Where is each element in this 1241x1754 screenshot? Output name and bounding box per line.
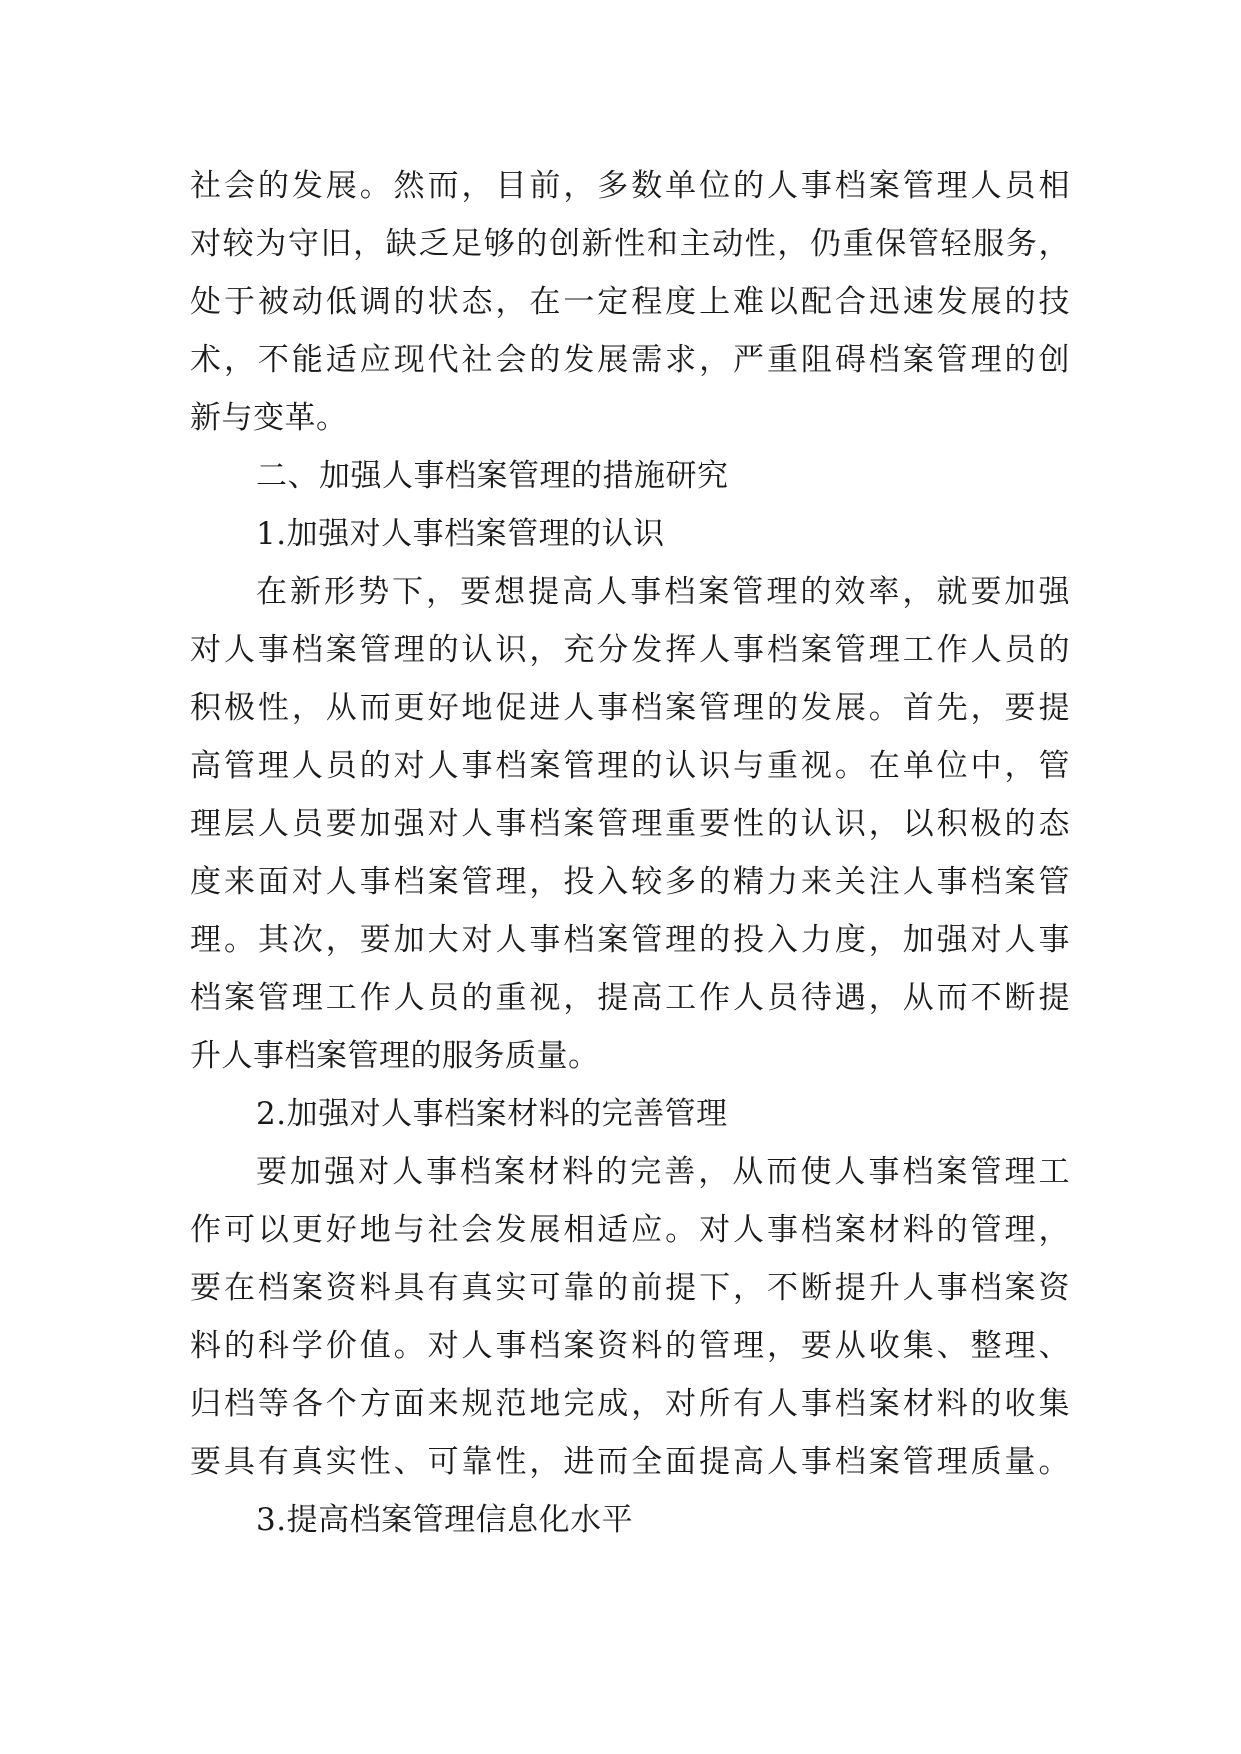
paragraph-line: 度来面对人事档案管理，投入较多的精力来关注人事档案管 bbox=[190, 864, 1070, 900]
paragraph-line: 高管理人员的对人事档案管理的认识与重视。在单位中，管 bbox=[190, 748, 1070, 784]
paragraph-line: 档案管理工作人员的重视，提高工作人员待遇，从而不断提 bbox=[190, 980, 1070, 1016]
subsection-heading: 2.加强对人事档案材料的完善管理 bbox=[256, 1096, 728, 1132]
paragraph-line: 术，不能适应现代社会的发展需求，严重阻碍档案管理的创 bbox=[190, 342, 1070, 378]
subsection-heading: 1.加强对人事档案管理的认识 bbox=[256, 516, 665, 552]
paragraph-line: 要在档案资料具有真实可靠的前提下，不断提升人事档案资 bbox=[190, 1270, 1070, 1306]
paragraph-line: 要具有真实性、可靠性，进而全面提高人事档案管理质量。 bbox=[190, 1444, 1070, 1480]
paragraph-line: 理层人员要加强对人事档案管理重要性的认识，以积极的态 bbox=[190, 806, 1070, 842]
paragraph-line: 要加强对人事档案材料的完善，从而使人事档案管理工 bbox=[256, 1154, 1070, 1190]
paragraph-line: 作可以更好地与社会发展相适应。对人事档案材料的管理， bbox=[190, 1212, 1070, 1248]
paragraph-line: 新与变革。 bbox=[190, 400, 348, 436]
paragraph-line: 归档等各个方面来规范地完成，对所有人事档案材料的收集 bbox=[190, 1386, 1070, 1422]
paragraph-line: 处于被动低调的状态，在一定程度上难以配合迅速发展的技 bbox=[190, 284, 1070, 320]
paragraph-line: 在新形势下，要想提高人事档案管理的效率，就要加强 bbox=[256, 574, 1070, 610]
paragraph-line: 料的科学价值。对人事档案资料的管理，要从收集、整理、 bbox=[190, 1328, 1070, 1364]
paragraph-line: 对人事档案管理的认识，充分发挥人事档案管理工作人员的 bbox=[190, 632, 1070, 668]
paragraph-line: 社会的发展。然而，目前，多数单位的人事档案管理人员相 bbox=[190, 168, 1070, 204]
paragraph-line: 理。其次，要加大对人事档案管理的投入力度，加强对人事 bbox=[190, 922, 1070, 958]
document-body bbox=[190, 157, 1070, 1549]
subsection-heading: 3.提高档案管理信息化水平 bbox=[256, 1502, 634, 1538]
paragraph-line: 对较为守旧，缺乏足够的创新性和主动性，仍重保管轻服务， bbox=[190, 226, 1070, 262]
paragraph-line: 升人事档案管理的服务质量。 bbox=[190, 1038, 600, 1074]
paragraph-line: 积极性，从而更好地促进人事档案管理的发展。首先，要提 bbox=[190, 690, 1070, 726]
section-heading: 二、加强人事档案管理的措施研究 bbox=[256, 458, 729, 494]
